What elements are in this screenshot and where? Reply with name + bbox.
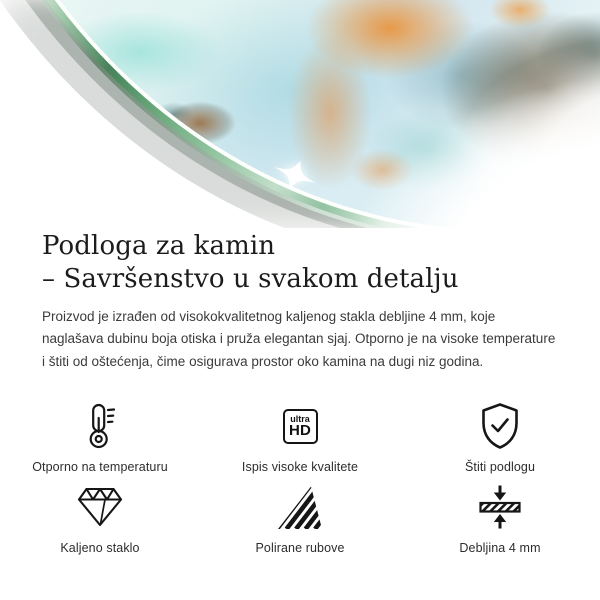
feature-item-protects xyxy=(400,403,600,474)
product-description: Proizvod je izrađen od visokokvalitetnog kaljenog stakla debljine 4 mm, koje naglašava dubinu boja otiska i pruža elegantan sjaj. Otporno je na visoke temperature i štiti od oštećenja, čime osigurava prostor oko kamina na dugi niz godina. xyxy=(42,309,556,369)
feature-label: Štiti podlogu xyxy=(464,460,536,475)
feature-item-thickness xyxy=(400,484,600,555)
uhd-badge-top-text: ultra xyxy=(290,413,310,424)
ultra-hd-badge-icon xyxy=(283,403,318,449)
feature-label: Polirane rubove xyxy=(255,541,345,556)
page-title xyxy=(42,230,560,296)
thermometer-icon xyxy=(85,403,115,449)
page-title-line-2: – Savršenstvo u svakom detalju xyxy=(42,264,459,294)
feature-grid xyxy=(0,403,600,555)
shield-check-icon xyxy=(478,403,522,449)
feature-item-polished-edges xyxy=(200,484,400,555)
diamond-icon xyxy=(76,484,124,530)
product-info-section xyxy=(0,228,600,555)
polished-edge-stripes-icon xyxy=(276,484,324,530)
feature-item-temperature xyxy=(0,403,200,474)
thickness-press-icon xyxy=(477,484,523,530)
product-hero-image xyxy=(0,0,600,228)
feature-label: Debljina 4 mm xyxy=(459,541,541,556)
feature-label: Kaljeno staklo xyxy=(60,541,140,556)
feature-item-print-quality xyxy=(200,403,400,474)
feature-label: Ispis visoke kvalitete xyxy=(241,460,359,475)
uhd-badge-bottom-text: HD xyxy=(288,421,312,439)
feature-item-tempered-glass xyxy=(0,484,200,555)
page-title-line-1: Podloga za kamin xyxy=(42,231,276,261)
feature-label: Otporno na temperaturu xyxy=(32,460,168,475)
